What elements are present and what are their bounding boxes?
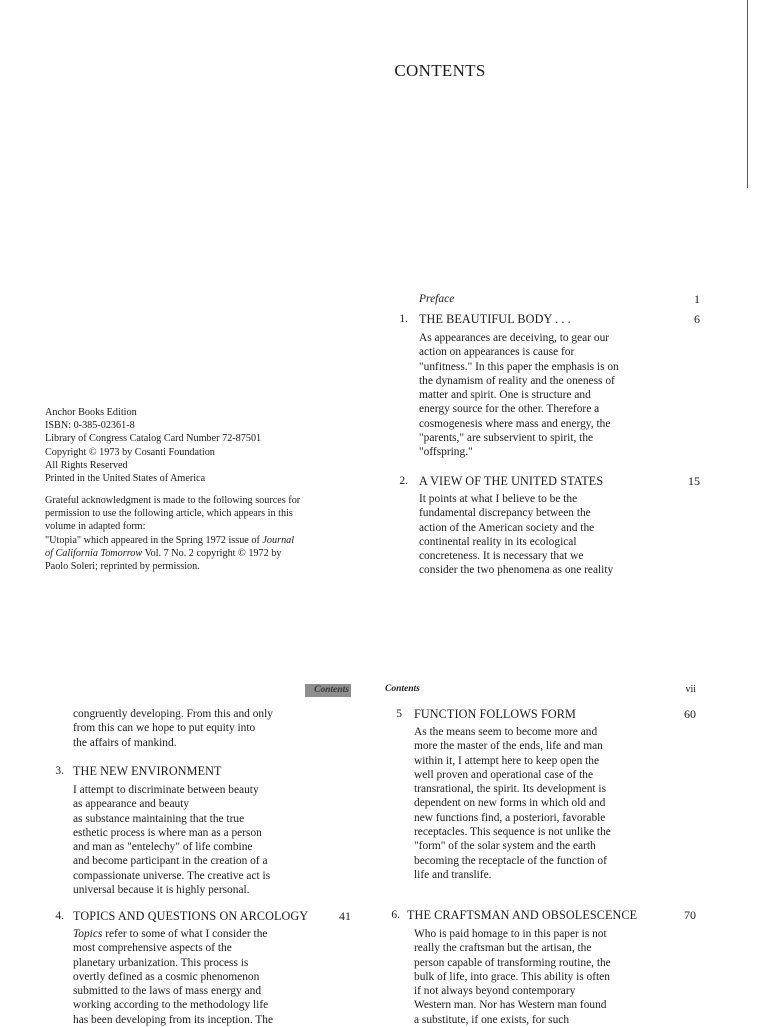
description-line: As appearances are deceiving, to gear our <box>419 332 610 344</box>
description-line: new functions find, a posteriori, favorable <box>414 811 606 824</box>
description-line: "offspring." <box>419 446 473 459</box>
description-line: consider the two phenomena as one reality <box>419 564 614 577</box>
description-line: fundamental discrepancy between the <box>419 507 591 520</box>
entry-description <box>73 927 323 1027</box>
entry-title: THE BEAUTIFUL BODY . . . <box>419 312 571 326</box>
entry-description <box>419 492 659 578</box>
topics-italic: Topics <box>73 928 103 940</box>
entry-continuation <box>73 707 323 750</box>
description-line: person capable of transforming routine, the <box>414 956 611 969</box>
journal-title: of California Tomorrow <box>45 547 143 559</box>
description-line: bulk of life, into grace. This ability is often <box>414 970 610 983</box>
description-line: has been developing from its inception. The <box>73 1013 274 1026</box>
entry-page: 70 <box>684 908 696 922</box>
entry-description <box>419 331 659 460</box>
description-line: most comprehensive aspects of the <box>73 942 232 955</box>
description-line: "form" of the solar system and the earth <box>414 840 596 853</box>
page-edge-line <box>747 0 748 188</box>
description-line: becoming the receptacle of the function of <box>414 854 607 867</box>
description-line: and become participant in the creation of a <box>73 855 268 868</box>
copyright-line: ISBN: 0-385-02361-8 <box>45 420 135 432</box>
entry-title: A VIEW OF THE UNITED STATES <box>419 474 604 488</box>
description-line: "unfitness." In this paper the emphasis is on <box>419 360 619 373</box>
entry-number: 4. <box>55 910 64 922</box>
description-line: overtly defined as a cosmic phenomenon <box>73 970 260 983</box>
description-line: It points at what I believe to be the <box>419 493 578 505</box>
entry-description <box>414 927 664 1027</box>
description-line: As the means seem to become more and <box>414 726 598 738</box>
acknowledgment-line <box>45 534 357 547</box>
description-text: refer to some of what I consider the <box>102 928 268 940</box>
page-folio: vii <box>685 684 696 695</box>
entry-title: TOPICS AND QUESTIONS ON ARCOLOGY <box>73 909 309 923</box>
acknowledgment-line: permission to use the following article, which appears in this <box>45 508 293 520</box>
entry-number: 1. <box>399 313 408 325</box>
journal-title: Journal <box>262 534 295 546</box>
description-line: the affairs of mankind. <box>73 736 177 749</box>
entry-description <box>414 725 664 882</box>
description-line: as appearance and beauty <box>73 798 190 811</box>
description-line: action of the American society and the <box>419 521 595 534</box>
description-line: compassionate universe. The creative act is <box>73 869 271 882</box>
description-line: transrational, the spirit. Its development is <box>414 783 607 796</box>
description-line: cosmogenesis where mass and energy, the <box>419 417 611 430</box>
description-line: planetary urbanization. This process is <box>73 956 249 969</box>
entry-page: 6 <box>694 312 700 326</box>
running-head-left: Contents <box>305 684 351 697</box>
description-line: concreteness. It is necessary that we <box>419 550 584 563</box>
description-line: a substitute, if one exists, for such <box>414 1013 570 1026</box>
copyright-line: All Rights Reserved <box>45 459 128 471</box>
description-line: energy source for the other. Therefore a <box>419 403 600 416</box>
description-line: as substance maintaining that the true <box>73 812 245 825</box>
description-line: matter and spirit. One is structure and <box>419 389 591 402</box>
description-line: well proven and operational case of the <box>414 768 594 781</box>
description-line: Western man. Nor has Western man found <box>414 999 607 1012</box>
entry-number: 5 <box>396 708 402 720</box>
copyright-line: Copyright © 1973 by Cosanti Foundation <box>45 446 215 458</box>
description-line: working according to the methodology life <box>73 999 269 1012</box>
description-line: esthetic process is where man as a person <box>73 826 262 839</box>
description-line: I attempt to discriminate between beauty <box>73 784 259 796</box>
entry-page: 15 <box>688 474 700 488</box>
entry-title: THE NEW ENVIRONMENT <box>73 764 222 778</box>
entry-title: FUNCTION FOLLOWS FORM <box>414 707 576 721</box>
description-line: continental reality in its ecological <box>419 535 577 548</box>
description-line: congruently developing. From this and only <box>73 708 273 720</box>
acknowledgment-text: Vol. 7 No. 2 copyright © 1972 by <box>142 547 282 559</box>
entry-title: THE CRAFTSMAN AND OBSOLESCENCE <box>407 908 638 922</box>
page-title: CONTENTS <box>394 61 486 80</box>
entry-number: 3. <box>55 765 64 777</box>
acknowledgment-block <box>45 494 357 573</box>
acknowledgment-line: Grateful acknowledgment is made to the following sources for <box>45 495 301 506</box>
acknowledgment-line <box>45 547 357 560</box>
description-line: submitted to the laws of mass energy and <box>73 985 262 998</box>
description-line: from this can we hope to put equity into <box>73 722 256 735</box>
running-head-right: Contents <box>385 684 420 694</box>
entry-page: 60 <box>684 707 696 721</box>
acknowledgment-line: volume in adapted form: <box>45 521 146 533</box>
entry-description <box>73 783 323 897</box>
description-line: universal because it is highly personal. <box>73 884 250 897</box>
description-line: receptacles. This sequence is not unlike the <box>414 826 611 839</box>
preface-label: Preface <box>419 293 455 305</box>
copyright-line: Printed in the United States of America <box>45 473 206 485</box>
description-line: life and translife. <box>414 868 492 881</box>
description-line: within it, I attempt here to keep open the <box>414 754 600 767</box>
entry-number: 6. <box>391 909 400 921</box>
description-line: and man as "entelechy" of life combine <box>73 841 253 854</box>
copyright-block <box>45 406 357 485</box>
copyright-line: Library of Congress Catalog Card Number 72-87501 <box>45 433 262 445</box>
description-line: if not always beyond contemporary <box>414 985 576 998</box>
copyright-line: Anchor Books Edition <box>45 407 137 418</box>
description-line: "parents," are subservient to spirit, the <box>419 432 594 445</box>
description-line: really the craftsman but the artisan, the <box>414 942 592 955</box>
description-line: the dynamism of reality and the oneness of <box>419 374 615 387</box>
acknowledgment-text: "Utopia" which appeared in the Spring 1972 issue of <box>45 534 263 546</box>
entry-number: 2. <box>399 475 408 487</box>
acknowledgment-line: Paolo Soleri; reprinted by permission. <box>45 561 200 573</box>
preface-page: 1 <box>694 292 700 306</box>
description-line <box>73 927 323 941</box>
description-line: action on appearances is cause for <box>419 346 575 359</box>
description-line: more the master of the ends, life and man <box>414 740 603 753</box>
description-line: dependent on new forms in which old and <box>414 797 606 810</box>
entry-page: 41 <box>339 909 351 923</box>
description-line: Who is paid homage to in this paper is not <box>414 928 607 940</box>
